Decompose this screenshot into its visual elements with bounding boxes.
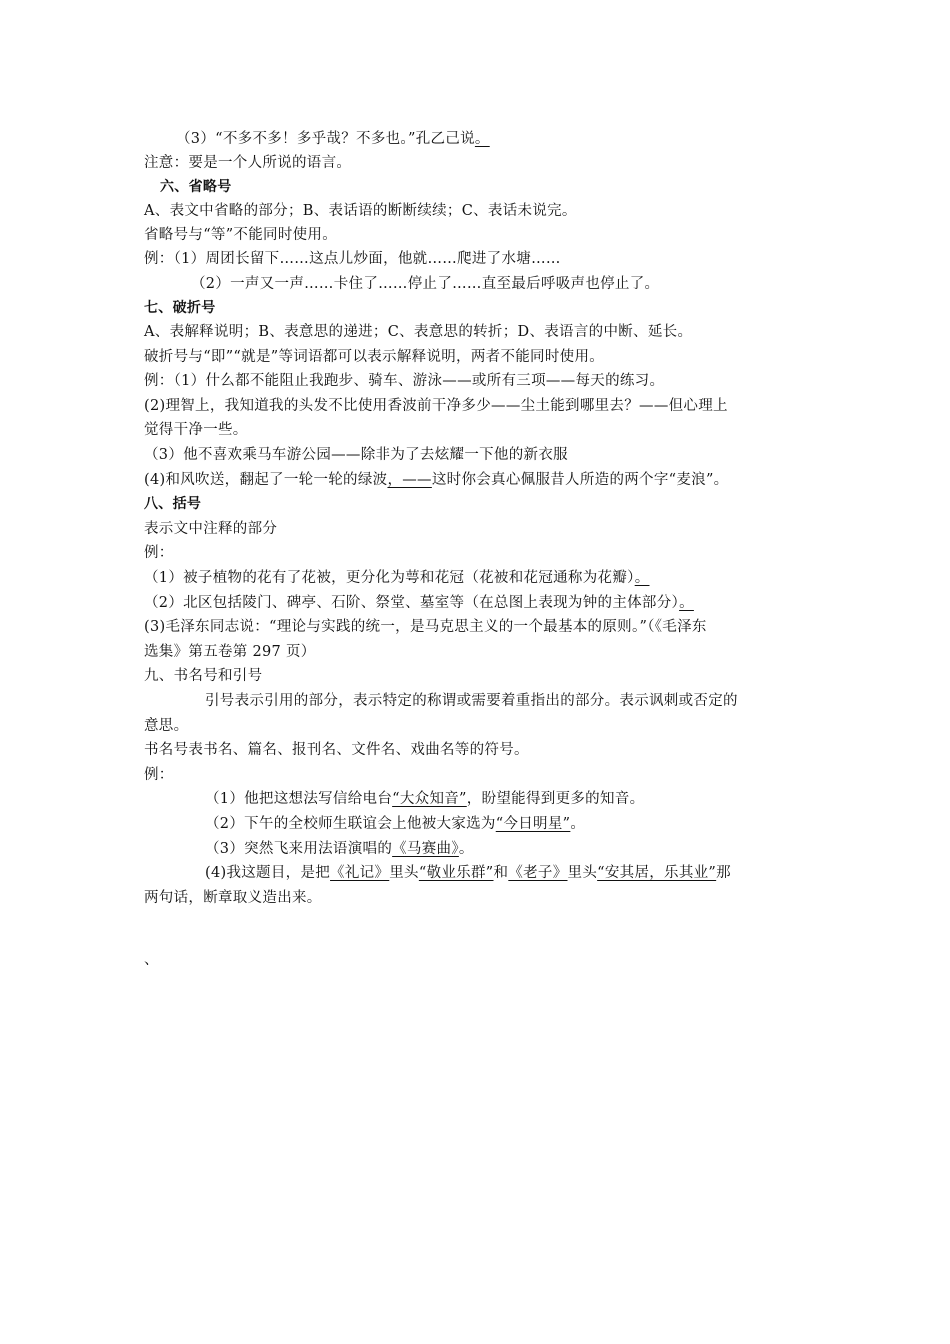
quote-example-3: （3）“不多不多！多乎哉？不多也。”孔乙己说。: [176, 131, 490, 147]
ellipsis-rule: 省略号与“等”不能同时使用。: [144, 227, 338, 243]
dash-rule: 破折号与“即”“就是”等词语都可以表示解释说明，两者不能同时使用。: [144, 349, 605, 365]
dash-example-4: (4)和风吹送，翻起了一轮一轮的绿波，——这时你会真心佩服昔人所造的两个字“麦浪”。: [144, 472, 729, 488]
ellipsis-example-1: 例：（1）周团长留下……这点儿炒面，他就……爬进了水塘……: [144, 251, 561, 267]
parentheses-example-1: （1）被子植物的花有了花被，更分化为萼和花冠（花被和花冠通称为花瓣）。: [144, 570, 650, 586]
dash-usage: A、表解释说明；B、表意思的递进；C、表意思的转折；D、表语言的中断、延长。: [144, 324, 693, 340]
section-heading-quotes: 九、书名号和引号: [144, 668, 263, 684]
parentheses-example-label: 例：: [144, 545, 174, 561]
section-heading-parentheses: 八、括号: [144, 496, 202, 512]
trailing-mark: 、: [144, 952, 159, 968]
parentheses-usage: 表示文中注释的部分: [144, 521, 278, 537]
quotes-example-4-cont: 两句话，断章取义造出来。: [144, 890, 322, 906]
quotes-usage: 引号表示引用的部分，表示特定的称谓或需要着重指出的部分。表示讽刺或否定的: [205, 693, 738, 709]
parentheses-example-2: （2）北区包括陵门、碑亭、石阶、祭堂、墓室等（在总图上表现为钟的主体部分）。: [144, 595, 694, 611]
ellipsis-usage: A、表文中省略的部分；B、表话语的断断续续；C、表话未说完。: [144, 203, 577, 219]
dash-example-2: (2)理智上，我知道我的头发不比使用香波前干净多少——尘土能到哪里去？——但心理上: [144, 398, 728, 414]
dash-example-1: 例：（1）什么都不能阻止我跑步、骑车、游泳——或所有三项——每天的练习。: [144, 373, 665, 389]
parentheses-example-3: (3)毛泽东同志说：“理论与实践的统一，是马克思主义的一个最基本的原则。”（《毛泽东: [144, 619, 707, 635]
quotes-usage-cont: 意思。: [144, 718, 189, 734]
parentheses-example-3-cont: 选集》第五卷第 297 页）: [144, 644, 316, 660]
dash-example-2-cont: 觉得干净一些。: [144, 422, 248, 438]
dash-example-3: （3）他不喜欢乘马车游公园——除非为了去炫耀一下他的新衣服: [144, 447, 568, 463]
section-heading-dash: 七、破折号: [144, 300, 216, 316]
quotes-example-3: （3）突然飞来用法语演唱的《马赛曲》。: [205, 841, 474, 857]
note-line: 注意：要是一个人所说的语言。: [144, 155, 352, 171]
quotes-example-2: （2）下午的全校师生联谊会上他被大家选为“今日明星”。: [205, 816, 586, 832]
quotes-example-1: （1）他把这想法写信给电台“大众知音”，盼望能得到更多的知音。: [205, 791, 645, 807]
ellipsis-example-2: （2）一声又一声……卡住了……停止了……直至最后呼吸声也停止了。: [191, 276, 660, 292]
quotes-example-4: (4)我这题目，是把《礼记》里头“敬业乐群”和《老子》里头“安其居，乐其业”那: [205, 865, 731, 881]
quotes-example-label: 例：: [144, 767, 174, 783]
book-title-usage: 书名号表书名、篇名、报刊名、文件名、戏曲名等的符号。: [144, 742, 529, 758]
section-heading-ellipsis: 六、省略号: [160, 179, 232, 195]
